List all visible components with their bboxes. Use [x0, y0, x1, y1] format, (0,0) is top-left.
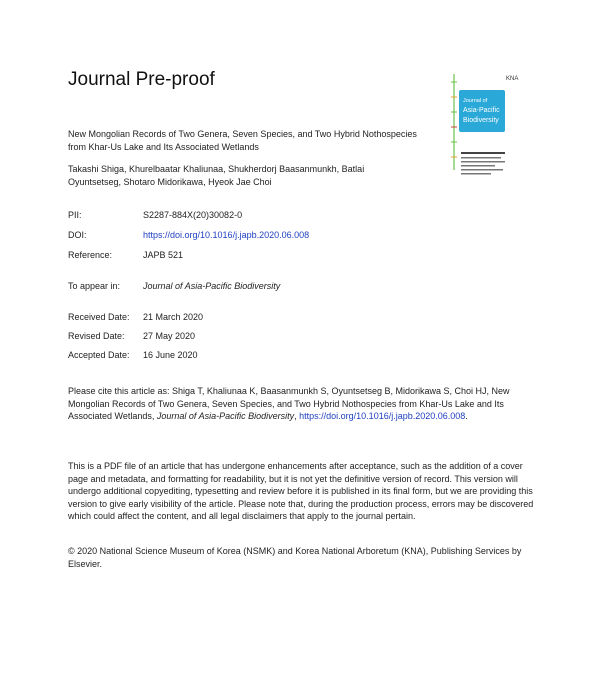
appear-label: To appear in: — [68, 281, 121, 291]
cover-journal-line2: Asia-Pacific — [463, 107, 500, 114]
received-value: 21 March 2020 — [143, 312, 204, 322]
meta-revised — [68, 331, 195, 341]
citation-journal: Journal of Asia-Pacific Biodiversity — [156, 411, 295, 421]
meta-doi — [68, 230, 309, 240]
citation-paragraph — [68, 385, 538, 423]
reference-value: JAPB 521 — [143, 250, 184, 260]
page-header-title: Journal Pre-proof — [68, 69, 215, 90]
meta-pii — [68, 210, 242, 220]
reference-label: Reference: — [68, 250, 113, 260]
citation-separator: , — [294, 411, 300, 421]
received-label: Received Date: — [68, 312, 130, 322]
cover-top-label: KNA — [506, 76, 519, 82]
meta-appear-in — [68, 281, 280, 291]
article-title: New Mongolian Records of Two Genera, Seven Species, and Two Hybrid Nothospecies from Khar-Us Lake and Its Associated Wetlands — [68, 129, 417, 152]
revised-value: 27 May 2020 — [143, 331, 196, 341]
journal-cover-thumbnail — [440, 70, 520, 182]
meta-reference — [68, 250, 183, 260]
accepted-label: Accepted Date: — [68, 350, 130, 360]
citation-prefix: Please cite this article as: Shiga T, Khaliunaa K, Baasanmunkh S, Oyuntsetseg B, Midorikawa S, Choi HJ, New Mongolian Records of Two Genera, Seven Species, and Two Hybrid Nothospecies from Khar-Us Lake and Its Associated Wetlands, — [68, 386, 510, 421]
article-authors: Takashi Shiga, Khurelbaatar Khaliunaa, Shukherdorj Baasanmunkh, Batlai Oyuntsetseg, Shotaro Midorikawa, Hyeok Jae Choi — [68, 164, 365, 187]
cover-journal-line3: Biodiversity — [463, 117, 499, 124]
meta-accepted — [68, 350, 198, 360]
citation-suffix: . — [465, 411, 468, 421]
pii-label: PII: — [68, 210, 82, 220]
revised-label: Revised Date: — [68, 331, 125, 341]
citation-doi-link[interactable]: https://doi.org/10.1016/j.japb.2020.06.008 — [299, 411, 466, 421]
pii-value: S2287-884X(20)30082-0 — [143, 210, 243, 220]
copyright-notice: © 2020 National Science Museum of Korea (NSMK) and Korea National Arboretum (KNA), Publishing Services by Elsevier. — [68, 546, 522, 569]
meta-received — [68, 312, 203, 322]
doi-link[interactable]: https://doi.org/10.1016/j.japb.2020.06.008 — [143, 230, 310, 240]
appear-value: Journal of Asia-Pacific Biodiversity — [143, 281, 281, 291]
doi-label: DOI: — [68, 230, 87, 240]
cover-journal-line1: Journal of — [463, 98, 488, 104]
accepted-value: 16 June 2020 — [143, 350, 198, 360]
pre-proof-notice: This is a PDF file of an article that has undergone enhancements after acceptance, such as the addition of a cover page and metadata, and formatting for readability, but it is not yet the definitive version of record. This version will undergo additional copyediting, typesetting and review before it is published in its final form, but we are providing this version to give early visibility of the article. Please note that, during the production process, errors may be discovered which could affect the content, and all legal disclaimers that apply to the journal pertain. — [68, 461, 534, 521]
